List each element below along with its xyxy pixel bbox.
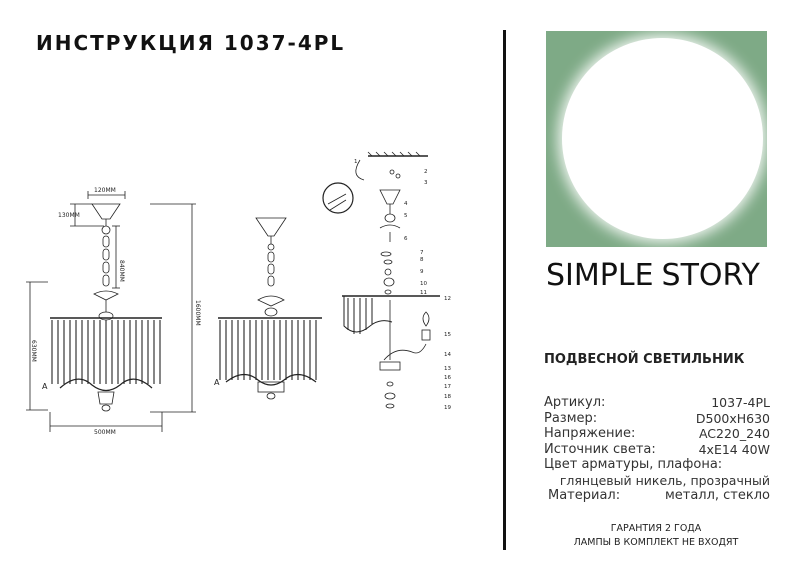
dim-top-width: 120MM: [94, 187, 116, 194]
spec-label: Напряжение:: [544, 426, 636, 441]
footer-notes: [546, 522, 766, 550]
spec-article: [544, 395, 770, 411]
part-number: 9: [420, 269, 424, 275]
product-type: ПОДВЕСНОЙ СВЕТИЛЬНИК: [544, 352, 745, 367]
spec-label: Материал:: [548, 488, 621, 503]
spec-label: Размер:: [544, 410, 598, 426]
part-number: 2: [424, 169, 428, 175]
brand-name-simple: SIMPLE: [546, 258, 654, 293]
spec-color-label: Цвет арматуры, плафона:: [544, 457, 723, 472]
vertical-divider: [503, 30, 506, 550]
spec-value: D500xH630: [695, 410, 770, 426]
part-number: 11: [420, 290, 427, 296]
part-number: 16: [444, 375, 451, 381]
specs-list: [544, 395, 770, 504]
part-number: 6: [404, 236, 408, 242]
part-number: 17: [444, 384, 451, 390]
brand-name-story: STORY: [661, 258, 760, 293]
part-number: 7: [420, 250, 424, 256]
part-number: 5: [404, 213, 408, 219]
spec-label: Артикул:: [544, 395, 606, 410]
part-number: 13: [444, 366, 451, 372]
part-number: 19: [444, 405, 451, 411]
part-number: 15: [444, 332, 451, 338]
page-title: ИНСТРУКЦИЯ 1037-4PL: [36, 31, 346, 55]
part-number: 1: [354, 159, 358, 165]
warranty-note: ГАРАНТИЯ 2 ГОДА: [610, 523, 702, 534]
part-number: 10: [420, 281, 427, 287]
spec-material: [544, 488, 770, 504]
spec-size: [544, 411, 770, 427]
part-number: 3: [424, 180, 428, 186]
part-number: 4: [404, 201, 408, 207]
dim-diameter: 500MM: [94, 429, 116, 436]
dim-canopy-height: 130MM: [58, 212, 80, 219]
spec-label: Источник света:: [544, 441, 656, 457]
spec-value: AC220_240: [698, 426, 770, 441]
part-number: 18: [444, 394, 451, 400]
brand-name: [546, 258, 776, 293]
spec-value: 4xE14 40W: [698, 441, 770, 457]
brand-logo-panel: [546, 31, 767, 247]
spec-color-value: глянцевый никель, прозрачный: [559, 472, 770, 488]
view-label-a-left: A: [42, 382, 48, 391]
dim-total-height: 1600MM: [194, 300, 201, 326]
spec-light-source: [544, 442, 770, 458]
part-number: 8: [420, 257, 424, 263]
lamps-note: ЛАМПЫ В КОМПЛЕКТ НЕ ВХОДЯТ: [573, 537, 739, 548]
part-number: 12: [444, 296, 451, 302]
brand-circle-icon: [562, 38, 763, 239]
view-label-a-middle: A: [214, 378, 220, 387]
part-number: 14: [444, 352, 451, 358]
spec-value: металл, стекло: [664, 488, 770, 503]
spec-value: 1037-4PL: [711, 395, 770, 410]
chandelier-drawing: [0, 140, 500, 436]
dim-body-height: 630MM: [30, 340, 37, 362]
spec-voltage: [544, 426, 770, 442]
dim-chain-length: 840MM: [118, 260, 125, 282]
